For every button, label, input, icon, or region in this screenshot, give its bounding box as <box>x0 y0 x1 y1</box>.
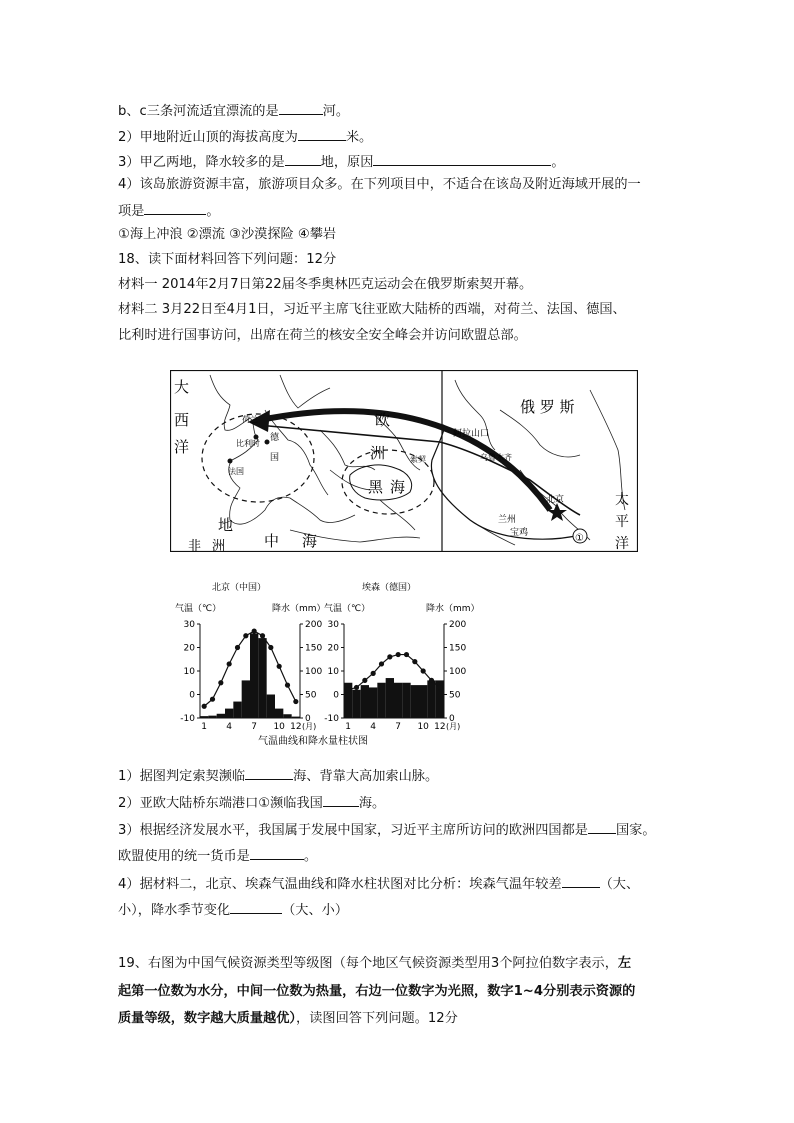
material-two: 材料二 3月22日至4月1日，习近平主席飞往亚欧大陆桥的西端，对荷兰、法国、德国、 <box>118 302 626 317</box>
answer-blank[interactable] <box>323 793 359 807</box>
map-label: 中 <box>264 532 280 550</box>
y-tick-label: 50 <box>449 690 461 701</box>
map-label: 北京 <box>546 495 565 505</box>
x-tick-label: 12 <box>290 722 302 732</box>
y-tick-label: 30 <box>183 620 195 630</box>
temperature-point <box>437 685 442 690</box>
y-tick-label: 0 <box>305 714 311 724</box>
answer-blank[interactable] <box>230 900 282 914</box>
y-tick-label: 0 <box>449 714 455 724</box>
answer-blank[interactable] <box>562 874 600 888</box>
map-label: 法国 <box>228 467 244 476</box>
x-tick-label: 1 <box>345 722 352 732</box>
y-tick-label: 200 <box>449 620 467 630</box>
x-unit-label: (月) <box>446 722 461 731</box>
y-tick-label: 50 <box>305 690 317 701</box>
y-tick-label: 0 <box>333 690 339 701</box>
x-tick-label: 10 <box>417 722 429 732</box>
map-label: 非 <box>188 539 202 552</box>
y-tick-label: -10 <box>324 714 339 724</box>
y-tick-label: 20 <box>183 643 195 654</box>
question-19-cont: 质量等级，数字越大质量越优），读图回答下列问题。12分 <box>118 1011 458 1026</box>
y-tick-label: 0 <box>189 690 195 701</box>
question-19-cont: 起第一位数为水分，中间一位数为热量，右边一位数字为光照，数字1~4分别表示资源的 <box>118 984 636 999</box>
precip-bar <box>225 709 233 718</box>
map-label: 海 <box>302 532 318 550</box>
temperature-point <box>362 678 367 683</box>
y-tick-label: 30 <box>327 620 339 630</box>
material-one: 材料一 2014年2月7日第22届冬季奥林匹克运动会在俄罗斯索契开幕。 <box>118 277 533 292</box>
temperature-point <box>429 678 434 683</box>
precip-bar <box>361 685 369 718</box>
map-label: 欧 <box>375 411 391 429</box>
question-line: 小），降水季节变化 （大、小） <box>118 900 348 920</box>
temperature-point <box>243 633 248 638</box>
temperature-point <box>210 697 215 702</box>
map-label: 国 <box>270 453 280 463</box>
y-tick-label: 100 <box>449 667 467 677</box>
question-line: 欧盟使用的统一货币是 。 <box>118 846 317 866</box>
x-unit-label: (月) <box>302 722 317 731</box>
y-tick-label: 20 <box>327 643 339 654</box>
map-label: 海 <box>390 478 406 496</box>
temperature-point <box>268 645 273 650</box>
question-line: 项是 。 <box>118 201 220 221</box>
x-tick-label: 7 <box>395 722 402 732</box>
question-line: 4）据材料二，北京、埃森气温曲线和降水柱状图对比分析：埃森气温年较差 （大、 <box>118 874 639 894</box>
map-label: 德 <box>270 433 280 443</box>
options-line: ①海上冲浪 ②漂流 ③沙漠探险 ④攀岩 <box>118 227 337 242</box>
question-line: b、c三条河流适宜漂流的是 河。 <box>118 101 349 121</box>
temperature-point <box>202 704 207 709</box>
answer-blank[interactable] <box>250 846 304 860</box>
precip-bar <box>233 702 241 718</box>
material-two-cont: 比利时进行国事访问，出席在荷兰的核安全安全峰会并访问欧盟总部。 <box>118 328 527 343</box>
temperature-point <box>260 633 265 638</box>
question-heading: 18、读下面材料回答下列问题：12分 <box>118 252 337 267</box>
y-tick-label: -10 <box>180 714 195 724</box>
answer-blank[interactable] <box>285 152 321 166</box>
precip-bar <box>386 678 394 718</box>
temperature-point <box>404 652 409 657</box>
chart-beijing <box>180 620 322 732</box>
map-label: 洲 <box>370 444 386 462</box>
precip-bar <box>267 695 275 719</box>
precip-bar <box>394 683 402 718</box>
map-label: 平 <box>615 514 629 530</box>
answer-blank[interactable] <box>144 201 206 215</box>
y-axis-label-left: 气温（℃） <box>324 604 371 614</box>
question-line: 1）据图判定索契濒临 海、背靠大高加索山脉。 <box>118 766 438 786</box>
question-line: 2）亚欧大陆桥东端港口①濒临我国 海。 <box>118 793 385 813</box>
question-line: 3）根据经济发展水平，我国属于发展中国家，习近平主席所访问的欧洲四国都是 国家。 <box>118 820 656 840</box>
precip-bar <box>352 690 360 718</box>
question-line: 4）该岛旅游资源丰富，旅游项目众多。在下列项目中，不适合在该岛及附近海域开展的一 <box>118 177 641 192</box>
question-line: 3）甲乙两地，降水较多的是 地，原因 。 <box>118 152 565 172</box>
y-tick-label: 100 <box>305 667 323 677</box>
temperature-point <box>421 668 426 673</box>
map-label: ① <box>575 533 584 544</box>
chart-title: 北京（中国） <box>212 583 267 593</box>
map-label: 索契 <box>410 455 426 464</box>
temperature-point <box>218 680 223 685</box>
map-label: 西 <box>174 411 190 429</box>
answer-blank[interactable] <box>279 101 323 115</box>
precip-bar <box>217 714 225 718</box>
answer-blank[interactable] <box>373 152 551 166</box>
precip-bar <box>377 683 385 718</box>
temperature-point <box>396 652 401 657</box>
temperature-point <box>354 685 359 690</box>
temperature-point <box>293 699 298 704</box>
precip-bar <box>275 709 283 718</box>
map-label: 大 <box>174 378 190 396</box>
temperature-point <box>371 671 376 676</box>
x-tick-label: 1 <box>201 722 208 732</box>
answer-blank[interactable] <box>245 766 293 780</box>
chart-caption: 气温曲线和降水量柱状图 <box>258 736 368 747</box>
y-tick-label: 150 <box>449 643 467 654</box>
y-tick-label: 150 <box>305 643 323 654</box>
precip-bar <box>402 683 410 718</box>
temperature-point <box>235 645 240 650</box>
chart-title: 埃森（德国） <box>362 583 417 593</box>
temperature-point <box>227 661 232 666</box>
temperature-point <box>252 628 257 633</box>
map-label: 洋 <box>615 536 629 552</box>
map-label: 荷兰 <box>242 415 258 424</box>
map-label: 洋 <box>174 438 190 456</box>
precip-bar <box>283 714 291 718</box>
temperature-point <box>412 659 417 664</box>
y-axis-label-right: 降水（mm） <box>426 604 480 614</box>
question-19: 19、右图为中国气候资源类型等级图（每个地区气候资源类型用3个阿拉伯数字表示，左 <box>118 956 632 971</box>
x-tick-label: 7 <box>251 722 258 732</box>
y-axis-label-right: 降水（mm） <box>272 604 326 614</box>
map-label: 洲 <box>212 539 226 552</box>
precip-bar <box>258 638 266 718</box>
temperature-point <box>379 661 384 666</box>
y-tick-label: 10 <box>183 667 195 677</box>
x-tick-label: 4 <box>226 722 233 732</box>
map-label: 比利时 <box>236 439 260 448</box>
map-label: 黑 <box>368 478 384 496</box>
temperature-point <box>387 654 392 659</box>
answer-blank[interactable] <box>298 127 346 141</box>
answer-blank[interactable] <box>588 820 616 834</box>
map-label: 太 <box>615 492 629 508</box>
y-axis-label-left: 气温（℃） <box>175 604 222 614</box>
temperature-point <box>285 683 290 688</box>
x-tick-label: 4 <box>370 722 377 732</box>
map-label: 宝鸡 <box>510 528 529 538</box>
chart-essen <box>324 620 466 732</box>
eurasia-map <box>170 370 638 552</box>
y-tick-label: 200 <box>305 620 323 630</box>
precip-bar <box>419 685 427 718</box>
y-tick-label: 10 <box>327 667 339 677</box>
precip-bar <box>427 680 435 718</box>
climate-charts <box>172 578 482 750</box>
map-label: 地 <box>218 516 234 534</box>
map-label: 阿拉山口 <box>453 429 490 439</box>
question-line: 2）甲地附近山顶的海拔高度为 米。 <box>118 127 372 147</box>
x-tick-label: 10 <box>273 722 285 732</box>
map-label: 俄 罗 斯 <box>520 398 575 416</box>
temperature-point <box>346 687 351 692</box>
precip-bar <box>411 685 419 718</box>
temperature-point <box>277 664 282 669</box>
map-label: 乌鲁木齐 <box>480 453 512 462</box>
precip-bar <box>250 633 258 718</box>
precip-bar <box>242 680 250 718</box>
x-tick-label: 12 <box>434 722 446 732</box>
precip-bar <box>369 687 377 718</box>
map-label: 兰州 <box>498 515 517 525</box>
